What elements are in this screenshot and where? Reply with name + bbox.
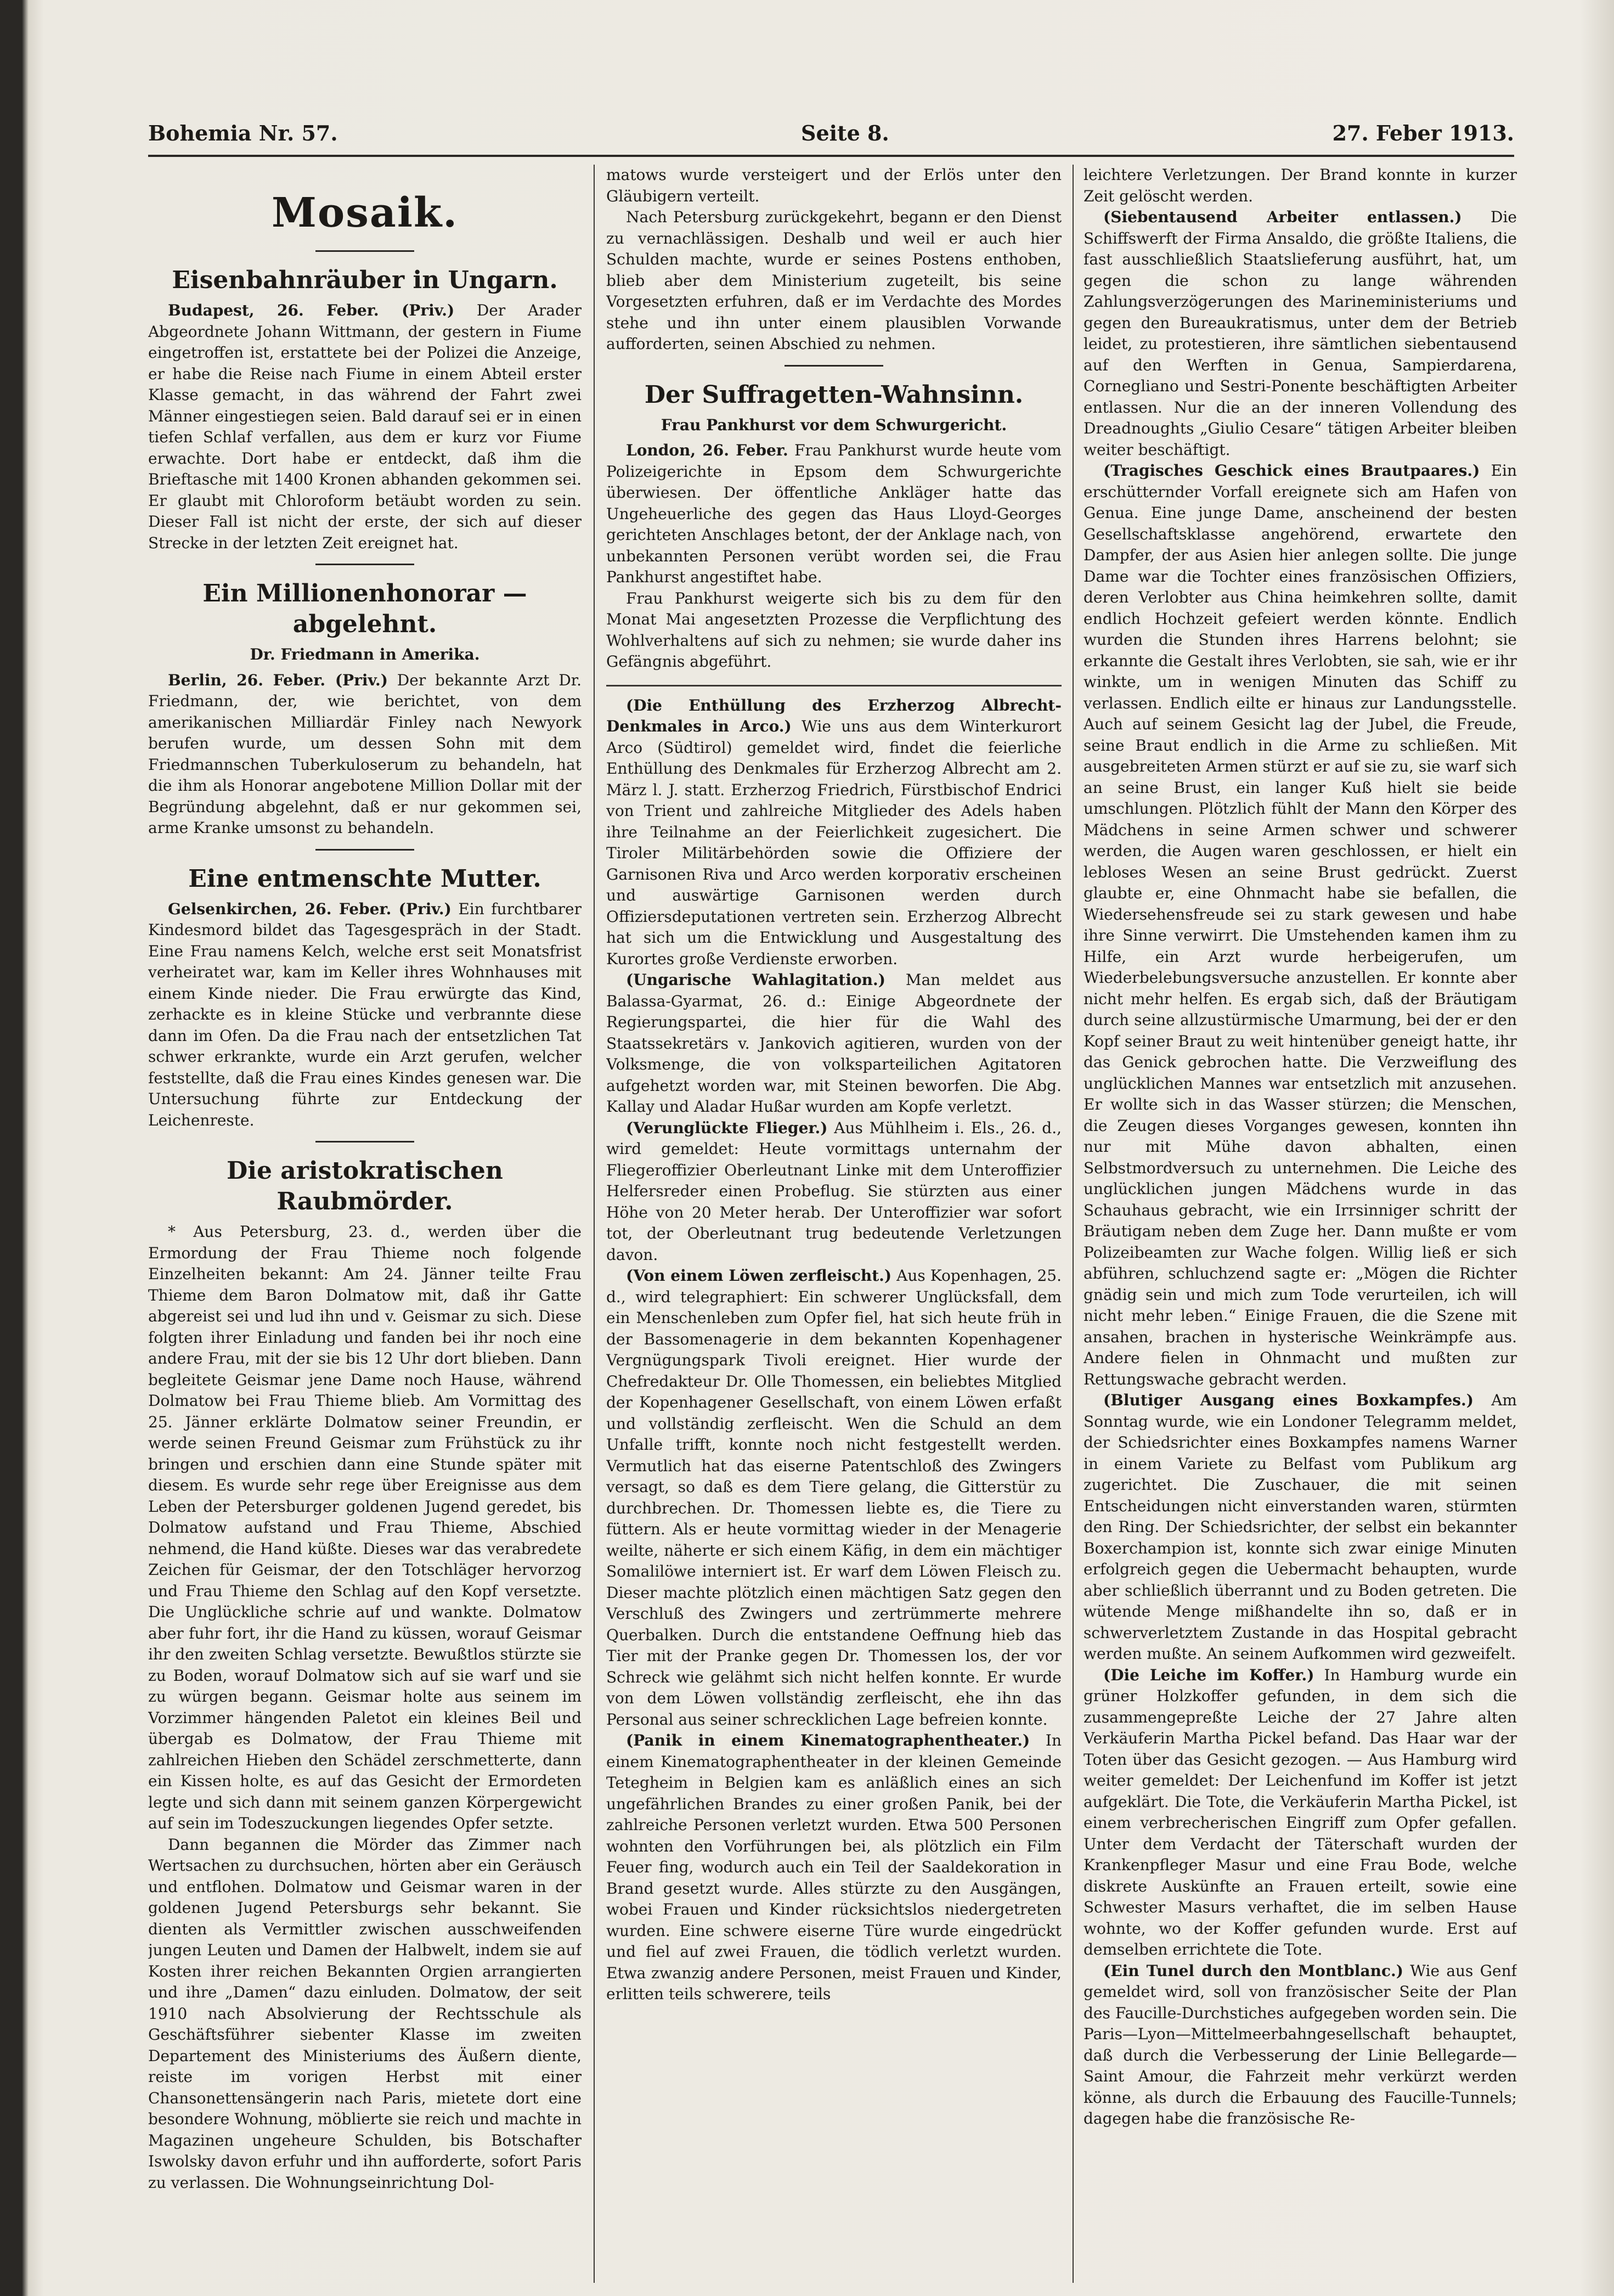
header-paper-issue: Bohemia Nr. 57. [148, 121, 338, 145]
headline-eisenbahnraeuber: Eisenbahnräuber in Ungarn. [172, 266, 558, 294]
note-text: In einem Kinematographentheater in der kleinen Gemeinde Tetegheim in Belgien kam es anläßlich eines an sich ungefährlichen Brandes zu einer großen Panik, bei der zahlreiche Personen verletzt wurden. Etwa 500 Personen wohnten den Vorführungen bei, als plötzlich ein Film Feuer fing, wodurch auch ein Teil der Saaldekoration in Brand gesetzt wurde. Alles stürzte zu den Ausgängen, wobei Frauen und Kinder rücksichtslos niedergetreten wurden. Eine schwere eiserne Türe wurde eingedrückt und fiel auf zwei Frauen, die tödlich verletzt wurden. Etwa zwanzig andere Personen, meist Frauen und Kinder, erlitten teils schwerere, teils [606, 1731, 1062, 2003]
note-wahlagitation [606, 970, 1062, 1118]
continuation-text: leichtere Verletzungen. Der Brand konnte in kurzer Zeit gelöscht werden. [1083, 166, 1517, 205]
note-keyword: (Tragisches Geschick eines Brautpaares.) [1103, 462, 1480, 480]
column-divider-1 [594, 165, 595, 2283]
note-arbeiter-entlassen [1083, 207, 1517, 460]
column-2 [606, 165, 1062, 2283]
headline-suffragetten: Der Suffragetten-Wahnsinn. [644, 380, 1024, 409]
note-text: Man meldet aus Balassa-Gyarmat, 26. d.: Einige Abgeordnete der Regierungspartei, die hier für die Wahl des Staatssekretärs v. Jankovich agitieren, wurden von der Volksmenge, die von volksparteilichen Agitatoren aufgehetzt worden war, mit Steinen beworfen. Die Abg. Kallay und Aladar Hußar wurden am Kopfe verletzt. [606, 971, 1062, 1116]
dateline: London, 26. Feber. [626, 441, 788, 459]
note-text: In Hamburg wurde ein grüner Holzkoffer gefunden, in dem sich die zusammengepreßte Leiche der 27 Jahre alten Verkäuferin Martha Pickel befand. Das Haar war der Toten über das Gesicht gezogen. — Aus Hamburg wird weiter gemeldet: Der Leichenfund im Koffer ist jetzt aufgeklärt. Die Tote, die Verkäuferin Martha Pickel, ist einem verbrecherischen Eingriff zum Opfer gefallen. Unter dem Verdacht der Täterschaft wurden der Krankenpfleger Masur und eine Frau Bode, welche diskrete Auskünfte an Frauen erteilt, sowie eine Schwester Masurs verhaftet, die im selben Hause wohnte, wo der Koffer gefunden wurde. Erst auf demselben errichtete die Tote. [1083, 1665, 1517, 1959]
header-page-number: Seite 8. [801, 121, 889, 145]
note-keyword: (Panik in einem Kinematographentheater.) [626, 1731, 1030, 1749]
article-eisenbahnraeuber [148, 300, 582, 554]
note-keyword: (Ungarische Wahlagitation.) [626, 971, 886, 989]
note-text: Aus Mühlheim i. Els., 26. d., wird gemeldet: Heute vormittags unternahm der Fliegeroffizier Oberleutnant Linke mit dem Unteroffizier Helfersreder einen Probeflug. Sie stürzten aus einer Höhe von 20 Meter herab. Der Unteroffizier war sofort tot, der Oberleutnant trug bedeutende Verletzungen davon. [606, 1118, 1062, 1264]
section-title: Mosaik. [271, 189, 459, 237]
column-3 [1083, 165, 1517, 2283]
header-rule [148, 155, 1514, 157]
subhead-pankhurst: Frau Pankhurst vor dem Schwurgericht. [661, 415, 1007, 434]
article-raubmoerder-p2: Dann begannen die Mörder das Zimmer nach Wertsachen zu durchsuchen, hörten aber ein Geräusch und entflohen. Dolmatow und Geismar waren in der goldenen Jugend Petersburgs sehr bekannt. Sie dienten als Vermittler zwischen ausschweifenden jungen Leuten und Damen der Halbwelt, indem sie auf Kosten ihrer reichen Bekannten Orgien arrangierten und ihre „Damen“ dazu einluden. Dolmatow, der seit 1910 nach Absolvierung der Rechtsschule als Geschäftsführer siebenter Klasse im zweiten Departement des Ministeriums des Äußern diente, reiste im vorigen Herbst mit einer Chansonettensängerin nach Paris, mietete dort eine besondere Wohnung, möblierte sie reich und machte in Magazinen ungeheure Schulden, bis Botschafter Iswolsky davon erfuhr und ihn aufforderte, sofort Paris zu verlassen. Die Wohnungseinrichtung Dol- [148, 1835, 582, 2192]
headline-millionenhonorar: Ein Millionenhonorar — abgelehnt. [202, 579, 527, 638]
note-keyword: (Von einem Löwen zerfleischt.) [626, 1267, 892, 1285]
article-rule [785, 365, 883, 367]
note-keyword: (Ein Tunel durch den Montblanc.) [1103, 1961, 1403, 1980]
note-keyword: (Verunglückte Flieger.) [626, 1118, 828, 1137]
header-date: 27. Feber 1913. [1332, 121, 1514, 145]
continuation-text: matows wurde versteigert und der Erlös unter den Gläubigern verteilt. [606, 166, 1062, 205]
note-text: Aus Kopenhagen, 25. d., wird telegraphiert: Ein schwerer Unglücksfall, dem ein Menschenleben zum Opfer fiel, hat sich heute früh in der Bassomenagerie in dem bekannten Kopenhagener Vergnügungspark Tivoli ereignet. Hier wurde der Chefredakteur Dr. Olle Thomessen, ein beliebtes Mitglied der Kopenhagener Gesellschaft, von einem Löwen erfaßt und vollständig zerfleischt. Wen die Schuld an dem Unfalle trifft, konnte noch nicht festgestellt werden. Vermutlich hat das eiserne Patentschloß des Zwingers versagt, so daß es dem Tiere gelang, die Gitterstür zu durchbrechen. Dr. Thomessen liebte es, die Tiere zu füttern. Als er heute vormittag wieder in der Menagerie weilte, näherte er sich einem Käfig, in dem ein mächtiger Somalilöwe interniert ist. Er warf dem Löwen Fleisch zu. Dieser machte plötzlich einen mächtigen Satz gegen den Verschluß des Zwingers und zertrümmerte mehrere Querbalken. Durch die entstandene Oeffnung hieb das Tier mit der Pranke gegen Dr. Thomessen los, der vor Schreck wie gelähmt sich nicht helfen konnte. Er wurde von dem Löwen vollständig zerfleischt, ehe ihn das Personal aus seiner schrecklichen Lage befreien konnte. [606, 1267, 1062, 1729]
article-text: Ein furchtbarer Kindesmord bildet das Tagesgespräch in der Stadt. Eine Frau namens Kelch, welche erst seit Monatsfrist verheiratet war, kam im Keller ihres Wohnhauses mit einem Kinde nieder. Die Frau erwürgte das Kind, zerhackte es in kleine Stücke und verbrannte diese dann im Ofen. Da die Frau nach der entsetzlichen Tat schwer erkrankte, wurde ein Arzt gerufen, welcher feststellte, daß die Frau eines Kindes genesen war. Die Untersuchung führte zur Entdeckung der Leichenreste. [148, 899, 582, 1129]
section-separator [606, 685, 1062, 686]
note-keyword: (Die Enthüllung des Erzherzog Albrecht-Denkmales in Arco.) [606, 696, 1062, 735]
note-boxkampf [1083, 1390, 1517, 1665]
page-header [148, 121, 1514, 154]
column-divider-2 [1073, 165, 1074, 2283]
note-brautpaar [1083, 460, 1517, 1390]
article-rule [315, 849, 414, 851]
note-keyword: (Blutiger Ausgang eines Boxkampfes.) [1103, 1391, 1474, 1409]
note-text: Wie uns aus dem Winterkurort Arco (Südtirol) gemeldet wird, findet die feierliche Enthüllung des Denkmales für Erzherzog Albrecht am 2. März l. J. statt. Erzherzog Friedrich, Fürstbischof Endrici von Trient und zahlreiche Mitglieder des Adels haben ihre Teilnahme an der Feierlichkeit zugesichert. Die Tiroler Militärbehörden sowie die Offiziere der Garnisonen Riva und Arco werden korporativ erscheinen und auswärtige Garnisonen werden durch Offiziersdeputationen vertreten sein. Erzherzog Albrecht hat sich um die Entwicklung und Ausgestaltung des Kurortes große Verdienste erworben. [606, 717, 1062, 968]
continuation-text-2: Nach Petersburg zurückgekehrt, begann er den Dienst zu vernachlässigen. Deshalb und weil er auch hier Schulden machte, wurde er seines Postens enthoben, blieb aber dem Ministerium zugeteilt, bis seine Vorgesetzten erfuhren, daß er im Verdachte des Mordes stehe und ihn unter einem plausiblen Vorwande aufforderten, seinen Abschied zu nehmen. [606, 208, 1062, 353]
note-montblanc [1083, 1961, 1517, 2130]
note-albrecht-denkmal [606, 695, 1062, 970]
dateline: Budapest, 26. Feber. (Priv.) [168, 301, 455, 319]
article-rule [315, 1141, 414, 1143]
column-1 [148, 165, 582, 2283]
dateline: Gelsenkirchen, 26. Feber. (Priv.) [168, 899, 452, 918]
article-text: Der Arader Abgeordnete Johann Wittmann, der gestern in Fiume eingetroffen ist, erstattete bei der Polizei die Anzeige, er habe die Reise nach Fiume in einem Abteil erster Klasse gemacht, in das während der Fahrt zwei Männer eingestiegen seien. Bald darauf sei er in einen tiefen Schlaf verfallen, aus dem er kurz vor Fiume erwachte. Dort habe er entdeckt, daß ihm die Brieftasche mit 1400 Kronen abhanden gekommen sei. Er glaubt mit Chloroform betäubt worden zu sein. Dieser Fall ist nicht der erste, der sich auf dieser Strecke in der letzten Zeit ereignet hat. [148, 301, 582, 552]
note-text: Am Sonntag wurde, wie ein Londoner Telegramm meldet, der Schiedsrichter eines Boxkampfes namens Warner in einem Variete zu Belfast vom Publikum arg zugerichtet. Die Zuschauer, die mit seinen Entscheidungen nicht einverstanden waren, stürmten den Ring. Der Schiedsrichter, der selbst ein bekannter Boxerchampion ist, konnte sich zwar einige Minuten erfolgreich gegen die Uebermacht behaupten, wurde aber schließlich überrannt und zu Boden getreten. Die wütende Menge mißhandelte ihn so, daß er in schwerverletztem Zustande in das Hospital gebracht werden mußte. An seinem Aufkommen wird gezweifelt. [1083, 1391, 1517, 1663]
note-text: Ein erschütternder Vorfall ereignete sich am Hafen von Genua. Eine junge Dame, anscheinend der besten Gesellschaftsklasse angehörend, erwartete den Dampfer, der aus Asien hier anlegen sollte. Die junge Dame war die Tochter eines französischen Offiziers, deren Verlobter aus China heimkehren sollte, damit endlich Hochzeit gefeiert werden könnte. Endlich wurden die Stunden ihres Harrens belohnt; sie erkannte die Gestalt ihres Verlobten, sie sah, wie er ihr winkte, um in wenigen Minuten das Schiff zu verlassen. Endlich eilte er hinaus zur Landungsstelle. Auch auf seinem Gesicht lag der Jubel, die Freude, seine Braut endlich in die Arme zu schließen. Mit ausgebreiteten Armen stürzt er auf sie zu, sie warf sich an seine Brust, ein langer Kuß hielt sie beide umschlungen. Plötzlich fühlt der Mann den Körper des Mädchens in seine Armen schwer und schwerer werden, die Augen waren geschlossen, er hielt ein lebloses Wesen an seine Brust gedrückt. Zuerst glaubte er, eine Ohnmacht habe sie befallen, die Wiedersehensfreude sei zu stark gewesen und habe ihre Sinne verwirrt. Die Umstehenden kamen ihm zu Hilfe, ein Arzt wurde herbeigerufen, um Wiederbelebungsversuche anzustellen. Er konnte aber nicht mehr helfen. Es ergab sich, daß der Bräutigam durch seine allzustürmische Umarmung, bei der er den Kopf seiner Braut zu weit hintenüber geneigt hatte, ihr das Genick gebrochen hatte. Die Verzweiflung des unglücklichen Mannes war entsetzlich mit anzusehen. Er wollte sich in das Wasser stürzen; die Menschen, die Zeugen dieses Vorganges gewesen, konnten ihn nur mit Mühe davon abhalten, einen Selbstmordversuch zu unternehmen. Die Leiche des unglücklichen jungen Mädchens wurde in das Schauhaus gebracht, wie ein Irrsinniger schritt der Bräutigam neben dem Zuge her. Dann mußte er vom Polizeibeamten zur Wache folgen. Willig ließ er sich abführen, schluchzend sagte er: „Mögen die Richter gnädig sein und mich zum Tode verurteilen, ich will nicht mehr leben.“ Einige Frauen, die die Szene mit ansahen, brachen in hysterische Weinkrämpfe aus. Andere fielen in Ohnmacht und mußten zur Rettungswache gebracht werden. [1083, 462, 1517, 1388]
dateline: Berlin, 26. Feber. (Priv.) [168, 671, 388, 689]
note-kinematograph [606, 1730, 1062, 2005]
article-raubmoerder-p1: * Aus Petersburg, 23. d., werden über die Ermordung der Frau Thieme noch folgende Einzelheiten bekannt: Am 24. Jänner teilte Frau Thieme dem Baron Dolmatow mit, daß ihr Gatte abgereist sei und lud ihn und v. Geismar zu sich. Diese folgten ihrer Einladung und fanden bei ihr noch eine andere Frau, mit der sie bis 12 Uhr dort blieben. Dann begleitete Geismar jene Dame noch Hause, während Dolmatow bei Frau Thieme blieb. Am Vormittag des 25. Jänner erklärte Dolmatow seiner Freundin, er werde seinen Freund Geismar zum Frühstück zu ihr bringen und erschien dann eine Stunde später mit diesem. Es wurde sehr rege über Ereignisse aus dem Leben der Petersburger goldenen Jugend geredet, bis Dolmatow aufstand und Frau Thieme, Abschied nehmend, die Hand küßte. Dieses war das verabredete Zeichen für Geismar, der den Totschläger hervorzog und Frau Thieme den Schlag auf den Kopf versetzte. Die Unglückliche schrie auf und wankte. Dolmatow aber fuhr fort, ihr die Hand zu küssen, worauf Geismar ihr den zweiten Schlag versetzte. Bewußtlos stürzte sie zu Boden, worauf Dolmatow sich auf sie warf und sie zu würgen begann. Geismar holte aus seinem im Vorzimmer hängenden Paletot ein kleines Beil und übergab es Dolmatow, der Frau Thieme mit zahlreichen Hieben den Schädel zerschmetterte, dann ein Kissen holte, es auf das Gesicht der Ermordeten legte und sich dann mit seinem ganzen Körpergewicht auf sein im Todeszuckungen liegendes Opfer setzte. [148, 1223, 582, 1832]
note-text: Wie aus Genf gemeldet wird, soll von französischer Seite der Plan des Faucille-Durchstiches aufgegeben worden sein. Die Paris—Lyon—Mittelmeerbahngesellschaft behauptet, daß durch die Verbesserung der Linie Bellegarde—Saint Amour, die Fahrzeit mehr verkürzt werden könne, als durch die Erbauung des Faucille-Tunnels; dagegen habe die französische Re- [1083, 1961, 1517, 2128]
note-text: Die Schiffswerft der Firma Ansaldo, die größte Italiens, die fast ausschließlich Staatslieferung ausführt, hat, um gegen die schon zu lange währenden Zahlungsverzögerungen des Marineministeriums und gegen den Bureaukratismus, unter dem der Betrieb leidet, zu protestieren, ihre sämtlichen siebentausend auf den Werften in Genua, Sampierdarena, Corneglianо und Sestri-Ponente beschäftigten Arbeiter entlassen. Nur die an der inneren Vollendung des Dreadnoughts „Giulio Cesare“ tätigen Arbeiter bleiben weiter beschäftigt. [1083, 208, 1517, 459]
article-suffragetten-2: Frau Pankhurst weigerte sich bis zu dem für den Monat Mai angesetzten Prozesse die Verpflichtung des Wohlverhaltens auf sich zu nehmen; sie wurde daher ins Gefängnis abgeführt. [606, 589, 1062, 671]
article-rule [315, 564, 414, 565]
article-entmenschte-mutter [148, 899, 582, 1132]
note-keyword: (Die Leiche im Koffer.) [1103, 1665, 1314, 1684]
note-leiche-koffer [1083, 1665, 1517, 1961]
article-text: Der bekannte Arzt Dr. Friedmann, der, wie berichtet, von dem amerikanischen Milliardär Finley nach Newyork berufen wurde, um dessen Sohn mit dem Friedmannschen Tuberkuloserum zu behandeln, hat die ihm als Honorar angebotene Million Dollar mit der Begründung abgelehnt, daß er nur gekommen sei, arme Kranke umsonst zu behandeln. [148, 671, 582, 837]
article-millionenhonorar [148, 670, 582, 839]
article-suffragetten [606, 440, 1062, 588]
note-flieger [606, 1118, 1062, 1266]
headline-entmenschte-mutter: Eine entmenschte Mutter. [188, 864, 541, 893]
headline-raubmoerder: Die aristokratischen Raubmörder. [227, 1157, 503, 1215]
note-keyword: (Siebentausend Arbeiter entlassen.) [1103, 208, 1462, 226]
subhead-friedmann: Dr. Friedmann in Amerika. [250, 645, 480, 663]
note-loewe [606, 1265, 1062, 1730]
title-rule [315, 250, 414, 252]
article-text: Frau Pankhurst wurde heute vom Polizeigerichte in Epsom dem Schwurgerichte überwiesen. Der öffentliche Ankläger hatte das Ungeheuerliche des gegen das Haus Lloyd-Georges gerichteten Anschlages betont, der der Anklage nach, von unbekannten Personen verübt worden sei, die Frau Pankhurst angestiftet habe. [606, 441, 1062, 586]
